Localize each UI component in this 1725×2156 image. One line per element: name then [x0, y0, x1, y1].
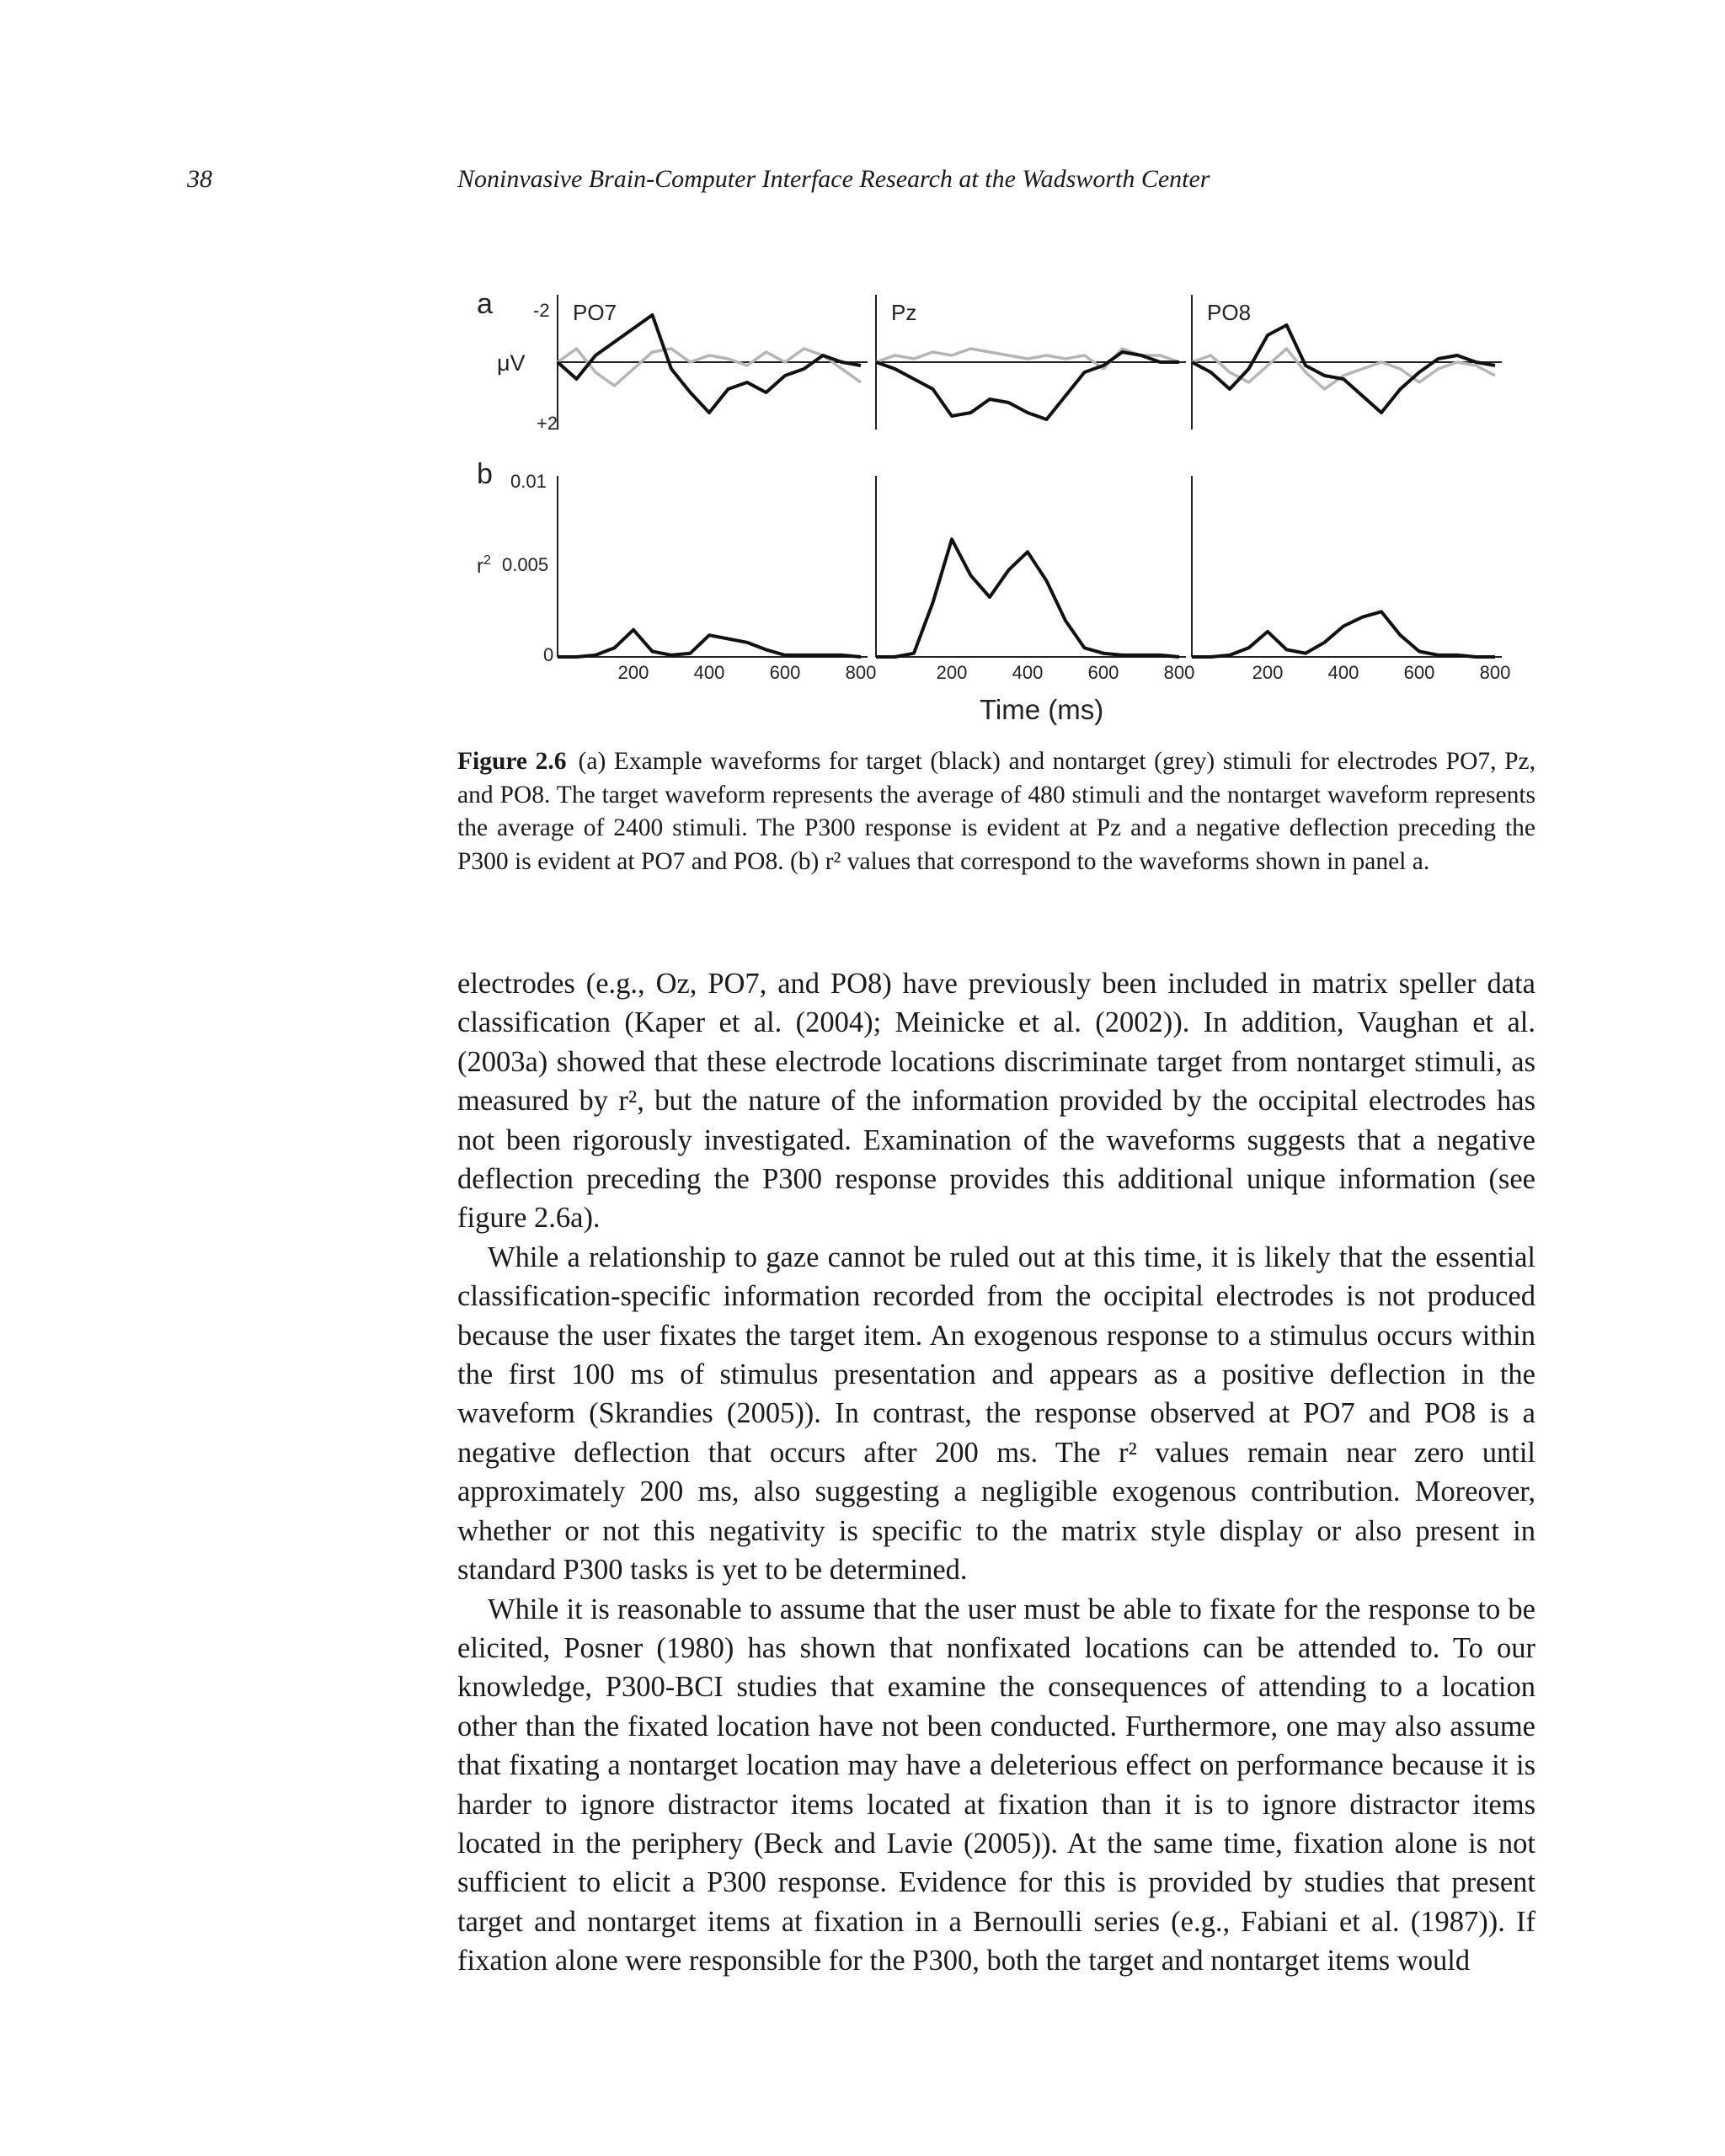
r2-trace-PO7 — [558, 630, 861, 657]
x-tick-Pz-200: 200 — [936, 662, 968, 683]
r2-trace-PO8 — [1192, 611, 1495, 657]
electrode-label-Pz: Pz — [891, 300, 917, 325]
x-tick-Pz-400: 400 — [1012, 662, 1044, 683]
x-tick-PO8-800: 800 — [1479, 662, 1511, 683]
paragraph-2: While a relationship to gaze cannot be ruled out at this time, it is likely that the essential classification-specific information recorded from the occipital electrodes is not produced because the user fixates the target item. An exogenous response to a stimulus occurs within the first 100 ms of stimulus presentation and appears as a positive deflection in the waveform (Skrandies (2005)). In contrast, the response observed at PO7 and PO8 is a negative deflection that occurs after 200 ms. The r² values remain near zero until approximately 200 ms, also suggesting a negligible exogenous contribution. Moreover, whether or not this negativity is specific to the matrix style display or also present in standard P300 tasks is yet to be determined. — [457, 1241, 1535, 1587]
panel-b-ylabel-r: r — [477, 555, 483, 578]
panel-b-ytick-zero: 0 — [543, 644, 554, 665]
electrode-label-PO8: PO8 — [1207, 300, 1252, 325]
page-number: 38 — [187, 165, 212, 193]
target-waveform-PO7 — [558, 315, 861, 413]
running-title: Noninvasive Brain-Computer Interface Research at the Wadsworth Center — [457, 165, 1210, 193]
x-tick-PO7-400: 400 — [693, 662, 725, 683]
panel-a-ytick-top: -2 — [533, 300, 550, 321]
figure-svg — [0, 0, 1725, 741]
panel-a-label: a — [477, 288, 493, 320]
electrode-label-PO7: PO7 — [573, 300, 617, 325]
figure-2-6 — [0, 0, 1725, 741]
plots-group — [558, 295, 1510, 683]
caption-label: Figure 2.6 — [457, 748, 567, 775]
nontarget-waveform-Pz — [876, 349, 1179, 369]
x-tick-Pz-600: 600 — [1087, 662, 1119, 683]
x-tick-PO7-600: 600 — [769, 662, 801, 683]
paragraph-3: While it is reasonable to assume that the user must be able to fixate for the response to be elicited, Posner (1980) has shown that nonfixated locations can be attended to. To our knowledge, P300-BCI studies that examine the consequences of attending to a location other than the fixated location have not been conducted. Furthermore, one may also assume that fixating a nontarget location may have a deleterious effect on performance because it is harder to ignore distractor items located at fixation than it is to ignore distractor items located in the periphery (Beck and Lavie (2005)). At the same time, fixation alone is not sufficient to elicit a P300 response. Evidence for this is provided by studies that present target and nontarget items at fixation in a Bernoulli series (e.g., Fabiani et al. (1987)). If fixation alone were responsible for the P300, both the target and nontarget items would — [457, 1593, 1535, 1977]
x-tick-PO7-800: 800 — [845, 662, 877, 683]
x-tick-PO7-200: 200 — [617, 662, 649, 683]
panel-b-label: b — [477, 458, 493, 490]
x-tick-Pz-800: 800 — [1163, 662, 1195, 683]
target-waveform-PO8 — [1192, 325, 1495, 413]
paragraph-1: electrodes (e.g., Oz, PO7, and PO8) have previously been included in matrix speller data classification (Kaper et al. (2004); Meinicke et al. (2002)). In addition, Vaughan et al. (2003a) showed that these electrode locations discriminate target from nontarget stimuli, as measured by r², but the nature of the information provided by the occipital electrodes has not been rigorously investigated. Examination of the waveforms suggests that a negative deflection preceding the P300 response provides this additional unique information (see figure 2.6a). — [457, 968, 1535, 1235]
r2-trace-Pz — [876, 539, 1179, 657]
x-axis-label: Time (ms) — [980, 694, 1104, 725]
panel-b-ytick-mid: 0.005 — [502, 554, 549, 575]
nontarget-waveform-PO7 — [558, 349, 861, 386]
panel-a-ytick-bottom: +2 — [537, 413, 558, 434]
x-tick-PO8-200: 200 — [1252, 662, 1284, 683]
panel-a-ylabel: μV — [497, 350, 526, 376]
x-tick-PO8-600: 600 — [1403, 662, 1435, 683]
panel-b-ylabel-sup: 2 — [483, 553, 491, 568]
body-text — [457, 964, 1535, 1981]
figure-caption — [457, 745, 1535, 878]
panel-b-ytick-top: 0.01 — [510, 471, 547, 492]
x-tick-PO8-400: 400 — [1327, 662, 1359, 683]
panel-b-ylabel — [477, 553, 491, 578]
caption-text: (a) Example waveforms for target (black) and nontarget (grey) stimuli for electrodes PO7, Pz, and PO8. The target waveform represents the average of 480 stimuli and the nontarget waveform represents the average of 2400 stimuli. The P300 response is evident at Pz and a negative deflection preceding the P300 is evident at PO7 and PO8. (b) r² values that correspond to the waveforms shown in panel a. — [457, 748, 1535, 875]
